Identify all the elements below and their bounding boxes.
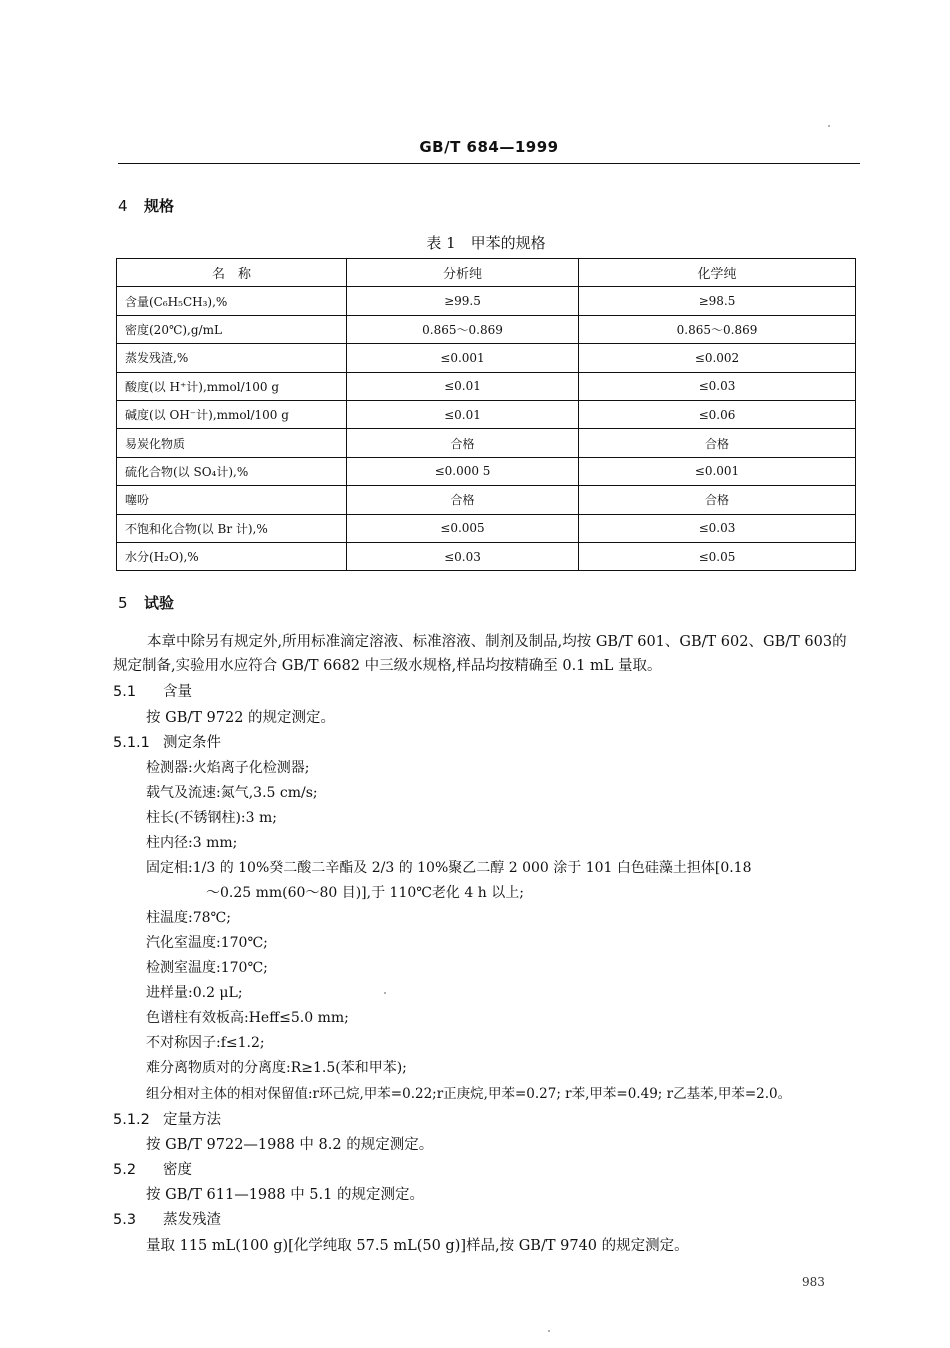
analytical-grade-value: 0.865～0.869: [347, 315, 579, 343]
scan-speck: [548, 1330, 550, 1332]
table-row: [117, 486, 856, 514]
chemical-grade-value: ≥98.5: [579, 287, 856, 315]
subsection-5-2-body: 按 GB/T 611—1988 中 5.1 的规定测定。: [146, 1187, 424, 1203]
subsection-5-3-heading: [113, 1208, 221, 1229]
section-number: 5: [118, 594, 128, 612]
section-5-intro-paragraph: 本章中除另有规定外,所用标准滴定溶液、标准溶液、制剂及制品,均按 GB/T 601、GB/T 602、GB/T 603的规定制备,实验用水应符合 GB/T 6682 中三级水规格,样品均按精确至 0.1 mL 量取。: [113, 634, 847, 674]
chemical-grade-value: 0.865～0.869: [579, 315, 856, 343]
subsection-number: 5.1.2: [113, 1112, 150, 1128]
condition-column-temperature: 柱温度:78℃;: [146, 910, 231, 926]
row-label: 水分(H₂O),%: [117, 542, 347, 570]
section-5-heading: [118, 592, 174, 613]
chemical-grade-value: 合格: [579, 429, 856, 457]
header-divider: [118, 163, 860, 164]
condition-asymmetry-factor: 不对称因子:f≤1.2;: [146, 1035, 265, 1051]
row-label: 不饱和化合物(以 Br 计),%: [117, 514, 347, 542]
table-row: [117, 457, 856, 485]
section-title: 规格: [144, 197, 175, 215]
analytical-grade-value: ≤0.000 5: [347, 457, 579, 485]
subsection-5-1-1-heading: [113, 731, 221, 752]
condition-vaporizer-temperature: 汽化室温度:170℃;: [146, 935, 268, 951]
condition-detector: 检测器:火焰离子化检测器;: [146, 760, 310, 776]
table-row: [117, 400, 856, 428]
row-label: 含量(C₆H₅CH₃),%: [117, 287, 347, 315]
section-4-heading: [118, 195, 174, 216]
chemical-grade-value: 合格: [579, 486, 856, 514]
chemical-grade-value: ≤0.06: [579, 400, 856, 428]
subsection-number: 5.3: [113, 1212, 137, 1228]
page-header-standard-number: GB/T 684—1999: [419, 138, 559, 156]
row-label: 噻吩: [117, 486, 347, 514]
subsection-5-1-2-body: 按 GB/T 9722—1988 中 8.2 的规定测定。: [146, 1137, 434, 1153]
table-header-row: [117, 259, 856, 287]
subsection-title: 测定条件: [163, 735, 221, 751]
analytical-grade-value: ≤0.01: [347, 400, 579, 428]
table-caption: 表 1 甲苯的规格: [426, 234, 546, 252]
table-row: [117, 542, 856, 570]
analytical-grade-value: ≤0.03: [347, 542, 579, 570]
subsection-5-2-heading: [113, 1158, 192, 1179]
condition-column-length: 柱长(不锈钢柱):3 m;: [146, 810, 277, 826]
subsection-title: 蒸发残渣: [163, 1212, 221, 1228]
table-row: [117, 287, 856, 315]
row-label: 密度(20℃),g/mL: [117, 315, 347, 343]
subsection-title: 定量方法: [163, 1112, 221, 1128]
chemical-grade-value: ≤0.002: [579, 344, 856, 372]
table-row: [117, 315, 856, 343]
analytical-grade-value: ≤0.005: [347, 514, 579, 542]
section-title: 试验: [144, 594, 175, 612]
subsection-number: 5.1: [113, 684, 137, 700]
condition-detector-temperature: 检测室温度:170℃;: [146, 960, 268, 976]
subsection-number: 5.2: [113, 1162, 137, 1178]
subsection-title: 含量: [163, 684, 192, 700]
specification-table: [116, 258, 856, 571]
condition-carrier-gas: 载气及流速:氮气,3.5 cm/s;: [146, 785, 318, 801]
column-header-name: 名 称: [117, 259, 347, 287]
subsection-title: 密度: [163, 1162, 192, 1178]
row-label: 碱度(以 OH⁻计),mmol/100 g: [117, 400, 347, 428]
table-row: [117, 372, 856, 400]
row-label: 易炭化物质: [117, 429, 347, 457]
condition-resolution: 难分离物质对的分离度:R≥1.5(苯和甲苯);: [146, 1060, 407, 1076]
chemical-grade-value: ≤0.05: [579, 542, 856, 570]
section-number: 4: [118, 197, 128, 215]
subsection-number: 5.1.1: [113, 735, 150, 751]
row-label: 蒸发残渣,%: [117, 344, 347, 372]
column-header-analytical-grade: 分析纯: [347, 259, 579, 287]
table-row: [117, 344, 856, 372]
scan-speck: [828, 125, 830, 127]
subsection-5-1-heading: [113, 680, 192, 701]
table-row: [117, 514, 856, 542]
analytical-grade-value: ≤0.01: [347, 372, 579, 400]
row-label: 硫化合物(以 SO₄计),%: [117, 457, 347, 485]
column-header-chemical-grade: 化学纯: [579, 259, 856, 287]
scan-speck: [384, 992, 386, 994]
condition-column-inner-diameter: 柱内径:3 mm;: [146, 835, 238, 851]
condition-relative-retention: 组分相对主体的相对保留值:r环己烷,甲苯=0.22;r正庚烷,甲苯=0.27; r苯,甲苯=0.49; r乙基苯,甲苯=2.0。: [146, 1086, 792, 1102]
condition-stationary-phase: 固定相:1/3 的 10%癸二酸二辛酯及 2/3 的 10%聚乙二醇 2 000 涂于 101 白色硅藻土担体[0.18: [146, 860, 752, 876]
row-label: 酸度(以 H⁺计),mmol/100 g: [117, 372, 347, 400]
chemical-grade-value: ≤0.03: [579, 372, 856, 400]
condition-stationary-phase-continued: ～0.25 mm(60～80 目)],于 110℃老化 4 h 以上;: [206, 885, 524, 901]
chemical-grade-value: ≤0.03: [579, 514, 856, 542]
analytical-grade-value: 合格: [347, 429, 579, 457]
analytical-grade-value: ≤0.001: [347, 344, 579, 372]
subsection-5-3-body: 量取 115 mL(100 g)[化学纯取 57.5 mL(50 g)]样品,按 GB/T 9740 的规定测定。: [146, 1238, 689, 1254]
table-row: [117, 429, 856, 457]
condition-injection-volume: 进样量:0.2 μL;: [146, 985, 243, 1001]
condition-plate-height: 色谱柱有效板高:Heff≤5.0 mm;: [146, 1010, 349, 1026]
analytical-grade-value: ≥99.5: [347, 287, 579, 315]
page-number: 983: [802, 1275, 825, 1289]
subsection-5-1-2-heading: [113, 1108, 221, 1129]
subsection-5-1-body: 按 GB/T 9722 的规定测定。: [146, 710, 336, 726]
analytical-grade-value: 合格: [347, 486, 579, 514]
chemical-grade-value: ≤0.001: [579, 457, 856, 485]
